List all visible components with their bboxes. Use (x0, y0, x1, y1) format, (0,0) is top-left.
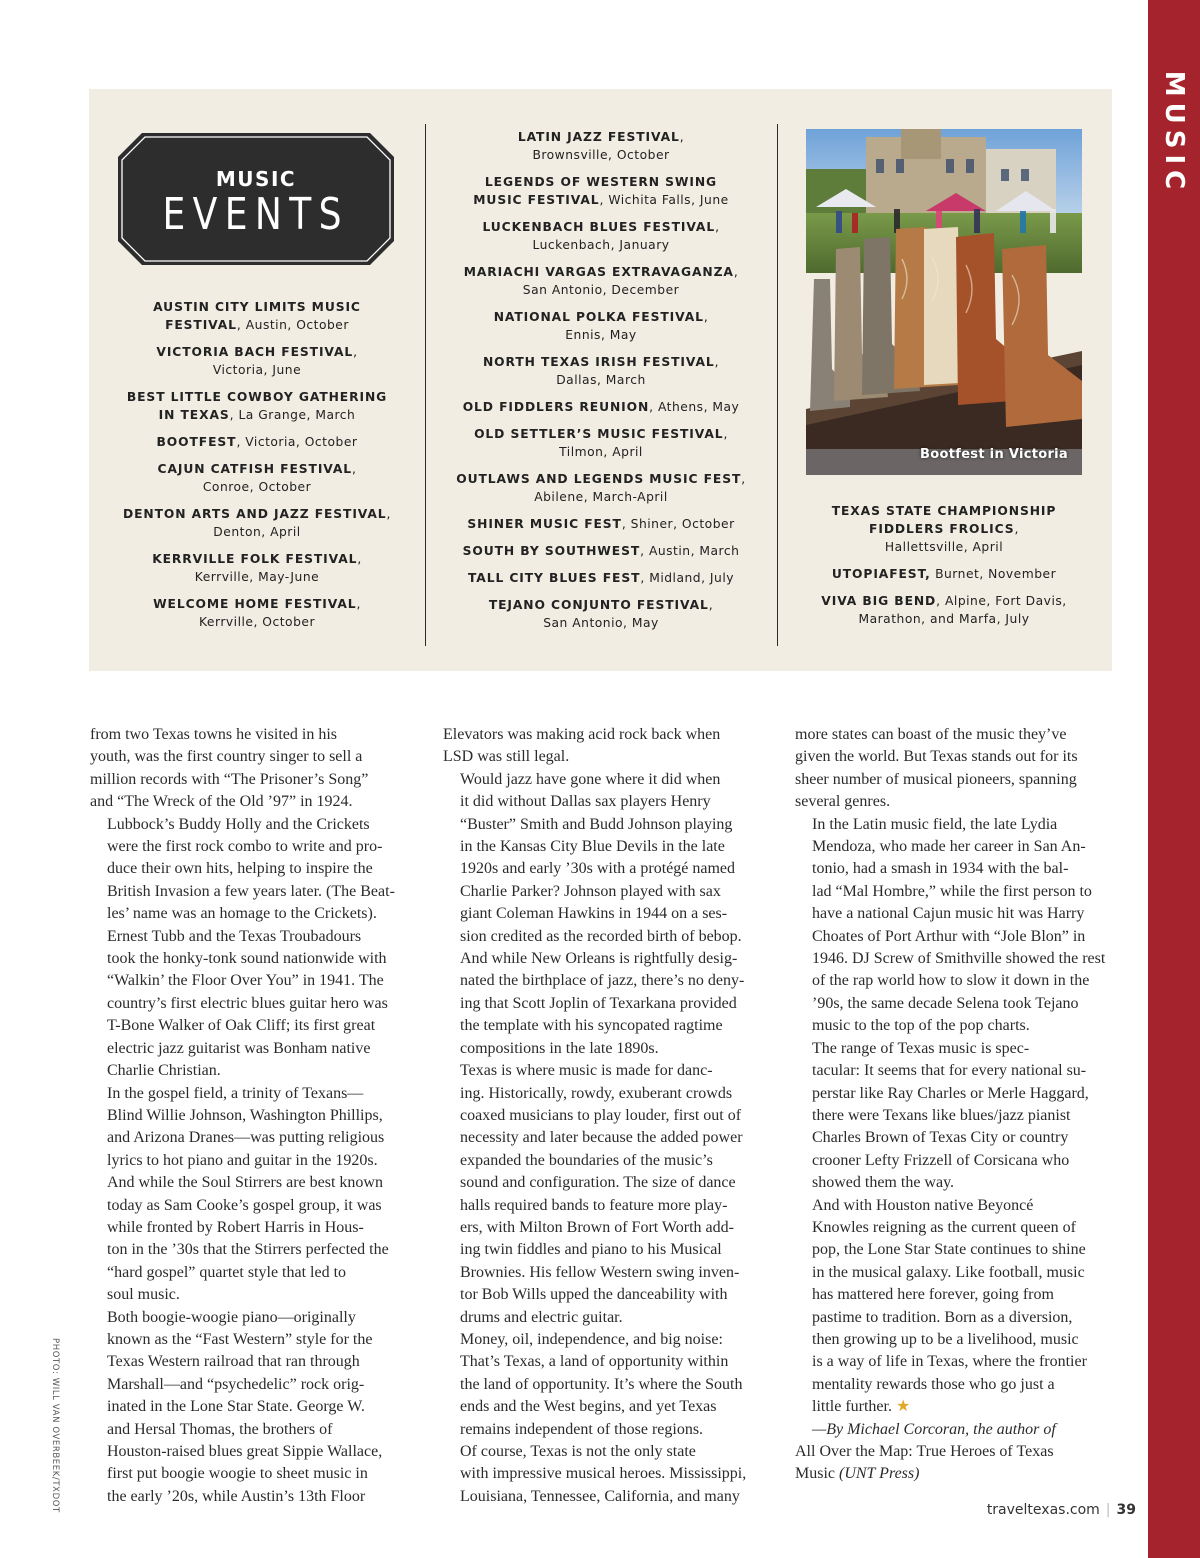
text-line: given the world. But Texas stands out for its (795, 748, 1078, 766)
text-line: ton in the ’30s that the Stirrers perfected the (107, 1241, 389, 1259)
event-location: San Antonio, May (543, 616, 659, 630)
text-line: and Hersal Thomas, the brothers of (107, 1420, 333, 1438)
text-line: mentality rewards those who go just a (812, 1375, 1055, 1393)
text-line: halls required bands to feature more play- (460, 1196, 728, 1214)
event-name-cont: FIDDLERS FROLICS (869, 522, 1015, 536)
end-star-icon: ★ (895, 1398, 911, 1416)
event-name: LEGENDS OF WESTERN SWING (484, 175, 718, 189)
events-column-2 (440, 128, 762, 641)
text-line: And while New Orleans is rightfully desig- (460, 950, 738, 968)
text-line: ing. Historically, rowdy, exuberant crowds (460, 1084, 733, 1102)
text-line: known as the “Fast Western” style for the (107, 1330, 373, 1348)
event-name: TEJANO CONJUNTO FESTIVAL (488, 598, 709, 612)
text-line: The range of Texas music is spec- (812, 1039, 1030, 1057)
text-line: sound and configuration. The size of dance (460, 1174, 736, 1192)
byline-line: —By Michael Corcoran, the author of (812, 1420, 1056, 1438)
event-location: Hallettsville, April (884, 540, 1004, 554)
event-name-cont: MUSIC FESTIVAL (473, 193, 600, 207)
boots-illustration (806, 129, 1082, 475)
text-line: pop, the Lone Star State continues to shine (812, 1241, 1086, 1259)
text-line: compositions in the late 1890s. (460, 1039, 659, 1057)
byline-book-end: Music (795, 1465, 835, 1483)
event-entry (796, 565, 1092, 583)
text-line: sion credited as the recorded birth of bebop. (460, 927, 742, 945)
events-column-3 (796, 502, 1092, 637)
text-line: And with Houston native Beyoncé (812, 1196, 1034, 1214)
event-entry (440, 173, 762, 209)
text-line: is a way of life in Texas, where the frontier (812, 1353, 1087, 1371)
text-line: necessity and later because the added power (460, 1129, 743, 1147)
event-detail: , (353, 345, 358, 359)
text-line: coaxed musicians to play louder, first out of (460, 1106, 742, 1124)
text-line: Charles Brown of Texas City or country (812, 1129, 1069, 1147)
text-line: 1920s and early ’30s with a protégé named (460, 860, 736, 878)
text-line: pastime to tradition. Born as a diversion, (812, 1308, 1073, 1326)
event-detail: , (733, 265, 739, 279)
text-line: country’s first electric blues guitar hero was (107, 994, 388, 1012)
text-line: there were Texans like blues/jazz pianist (812, 1106, 1071, 1124)
event-name: OUTLAWS AND LEGENDS MUSIC FEST (456, 472, 742, 486)
event-entry (796, 502, 1092, 556)
article-paragraph (90, 724, 410, 814)
text-line: British Invasion a few years later. (The Beat- (107, 882, 395, 900)
article-paragraph (795, 1195, 1115, 1419)
text-line: And while the Soul Stirrers are best known (107, 1174, 383, 1192)
text-line: from two Texas towns he visited in his (90, 726, 338, 743)
event-entry (440, 308, 762, 344)
article-paragraph (443, 769, 763, 1060)
text-line: electric jazz guitarist was Bonham native (107, 1039, 371, 1057)
badge-line1: MUSIC (215, 167, 297, 191)
event-detail: , (352, 462, 357, 476)
event-detail: , (356, 597, 361, 611)
badge-line2: EVENTS (162, 189, 350, 240)
text-line: Marshall—and “psychedelic” rock orig- (107, 1375, 365, 1393)
text-line: lyrics to hot piano and guitar in the 1920s. (107, 1151, 378, 1169)
photo-caption: Bootfest in Victoria (920, 447, 1068, 462)
event-name: AUSTIN CITY LIMITS MUSIC (153, 300, 361, 314)
section-side-tab (1148, 0, 1200, 1558)
text-line: Would jazz have gone where it did when (460, 770, 721, 788)
event-location: San Antonio, December (522, 283, 680, 297)
event-location: Luckenbach, January (532, 238, 670, 252)
text-line: Ernest Tubb and the Texas Troubadours (107, 927, 362, 945)
event-location: Ennis, May (565, 328, 637, 342)
text-line: and “The Wreck of the Old ’97” in 1924. (90, 793, 353, 811)
text-line: 1946. DJ Screw of Smithville showed the rest (812, 950, 1106, 968)
event-name: VICTORIA BACH FESTIVAL (156, 345, 354, 359)
event-detail: , (1014, 522, 1019, 536)
event-detail: , La Grange, March (229, 408, 356, 422)
event-detail: , Wichita Falls, June (599, 193, 729, 207)
text-line: million records with “The Prisoner’s Song” (90, 770, 369, 788)
event-name: VIVA BIG BEND (821, 594, 937, 608)
event-name: LATIN JAZZ FESTIVAL (517, 130, 680, 144)
event-detail: , (708, 598, 714, 612)
event-detail: , Midland, July (640, 571, 735, 585)
event-entry (104, 433, 410, 451)
text-line: tonio, had a smash in 1934 with the bal- (812, 860, 1069, 878)
text-line: soul music. (107, 1286, 180, 1304)
event-detail: , (715, 220, 720, 234)
event-name: SOUTH BY SOUTHWEST (462, 544, 641, 558)
event-name: BEST LITTLE COWBOY GATHERING (126, 390, 388, 404)
event-detail: , Victoria, October (236, 435, 358, 449)
section-tab-label (1148, 70, 1200, 196)
text-line: Money, oil, independence, and big noise: (460, 1330, 723, 1348)
event-location: Brownsville, October (532, 148, 670, 162)
event-detail: , Athens, May (649, 400, 740, 414)
text-line: giant Coleman Hawkins in 1944 on a ses- (460, 905, 728, 923)
text-line: ’90s, the same decade Selena took Tejano (812, 994, 1079, 1012)
event-location: Dallas, March (556, 373, 646, 387)
text-line: with impressive musical heroes. Mississippi, (460, 1465, 747, 1483)
text-line: duce their own hits, helping to inspire the (107, 860, 373, 878)
text-line: nated the birthplace of jazz, there’s no deny- (460, 972, 745, 990)
article-paragraph (795, 814, 1115, 1038)
text-line: Lubbock’s Buddy Holly and the Crickets (107, 815, 370, 833)
text-line: Elevators was making acid rock back when (443, 726, 721, 743)
event-name: SHINER MUSIC FEST (467, 517, 622, 531)
text-line: several genres. (795, 793, 891, 811)
text-line: LSD was still legal. (443, 748, 570, 766)
section-tab-text: MUSIC (1159, 70, 1189, 196)
text-line: In the Latin music field, the late Lydia (812, 815, 1058, 833)
event-detail: , (723, 427, 728, 441)
byline-row (778, 1463, 1115, 1485)
text-line: Louisiana, Tennessee, California, and many (460, 1487, 740, 1505)
event-entry (104, 298, 410, 334)
text-line: little further. ★ (812, 1398, 911, 1416)
footer-separator: | (1105, 1502, 1111, 1518)
column-divider (425, 124, 426, 646)
text-line: took the honky-tonk sound nationwide with (107, 950, 387, 968)
text-line: drums and electric guitar. (460, 1308, 623, 1326)
text-line: tacular: It seems that for every national su- (812, 1062, 1087, 1080)
text-line: of the rap world how to slow it down in the (812, 972, 1090, 990)
text-line: Charlie Christian. (107, 1062, 221, 1080)
event-entry (440, 218, 762, 254)
event-entry (440, 470, 762, 506)
text-line: Mendoza, who made her career in San An- (812, 838, 1086, 856)
photo-credit-text: PHOTO: WILL VAN OVERBEEK/TXDOT (50, 1338, 60, 1513)
text-line: were the first rock combo to write and pro- (107, 838, 383, 856)
event-entry (440, 263, 762, 299)
text-line: Blind Willie Johnson, Washington Phillips, (107, 1106, 383, 1124)
event-entry (104, 388, 410, 424)
event-detail: , (679, 130, 685, 144)
article-column-3 (795, 724, 1115, 1486)
article-column-1 (90, 724, 410, 1508)
text-line: music to the top of the pop charts. (812, 1017, 1030, 1035)
event-location: Marathon, and Marfa, July (858, 612, 1030, 626)
event-name: BOOTFEST (156, 435, 237, 449)
text-line: sheer number of musical pioneers, spanning (795, 770, 1077, 788)
article-paragraph (443, 1329, 763, 1441)
event-name-cont: FESTIVAL (165, 318, 237, 332)
event-name: UTOPIAFEST, (831, 567, 931, 581)
event-location: Conroe, October (202, 480, 312, 494)
text-line: first put boogie woogie to sheet music in (107, 1465, 368, 1483)
event-entry (104, 595, 410, 631)
text-line: the early ’20s, while Austin’s 13th Floor (107, 1487, 366, 1505)
text-line: ers, with Milton Brown of Fort Worth add- (460, 1218, 734, 1236)
event-entry (104, 550, 410, 586)
text-line: in the Kansas City Blue Devils in the late (460, 838, 725, 856)
text-line: Both boogie-woogie piano—originally (107, 1308, 356, 1326)
event-location: Kerrville, May-June (194, 570, 320, 584)
text-line: That’s Texas, a land of opportunity within (460, 1353, 729, 1371)
event-detail: Burnet, November (930, 567, 1057, 581)
text-line: tor Bob Wills upped the danceability with (460, 1286, 728, 1304)
text-line: inated in the Lone Star State. George W. (107, 1398, 365, 1416)
event-name: DENTON ARTS AND JAZZ FESTIVAL (123, 507, 387, 521)
text-line: T-Bone Walker of Oak Cliff; its first great (107, 1017, 376, 1035)
article-paragraph (90, 814, 410, 1083)
event-detail: , Alpine, Fort Davis, (936, 594, 1067, 608)
text-line: showed them the way. (812, 1174, 955, 1192)
event-name: WELCOME HOME FESTIVAL (153, 597, 357, 611)
text-line: have a national Cajun music hit was Harry (812, 905, 1085, 923)
text-line: ends and the West begins, and yet Texas (460, 1398, 717, 1416)
text-line: then growing up to be a livelihood, music (812, 1330, 1079, 1348)
text-line: Charlie Parker? Johnson played with sax (460, 882, 721, 900)
text-line: “hard gospel” quartet style that led to (107, 1263, 347, 1281)
text-line: perstar like Ray Charles or Merle Haggard, (812, 1084, 1089, 1102)
event-location: Tilmon, April (559, 445, 643, 459)
footer-site: traveltexas.com (986, 1502, 1100, 1518)
page-number: 39 (1116, 1502, 1136, 1518)
page-footer (900, 1502, 1136, 1518)
text-line: “Walkin’ the Floor Over You” in 1941. The (107, 972, 384, 990)
event-name: OLD SETTLER’S MUSIC FESTIVAL (474, 427, 724, 441)
text-line: lad “Mal Hombre,” while the first person to (812, 882, 1092, 900)
text-line: Of course, Texas is not the only state (460, 1443, 696, 1460)
text-line: Texas is where music is made for danc- (460, 1062, 713, 1080)
text-line: Houston-raised blues great Sippie Wallace, (107, 1443, 383, 1460)
event-location: Kerrville, October (198, 615, 316, 629)
event-detail: , Austin, October (236, 318, 349, 332)
event-name: TEXAS STATE CHAMPIONSHIP (831, 504, 1057, 518)
text-line: more states can boast of the music they’ve (795, 726, 1067, 743)
event-entry (440, 353, 762, 389)
column-divider (777, 124, 778, 646)
event-detail: , (357, 552, 362, 566)
byline (795, 1419, 1115, 1486)
event-entry (440, 425, 762, 461)
article-column-2 (443, 724, 763, 1508)
text-line: Texas Western railroad that ran through (107, 1353, 360, 1371)
event-name: NATIONAL POLKA FESTIVAL (493, 310, 704, 324)
event-name: KERRVILLE FOLK FESTIVAL (152, 552, 358, 566)
events-column-1 (104, 298, 410, 640)
event-location: Abilene, March-April (534, 490, 668, 504)
text-line: ing twin fiddles and piano to his Musical (460, 1241, 722, 1259)
text-line: les’ name was an homage to the Crickets). (107, 905, 377, 923)
byline-publisher: (UNT Press) (839, 1465, 920, 1483)
article-paragraph (443, 1441, 763, 1508)
event-entry (440, 515, 762, 533)
events-badge-text (118, 133, 394, 265)
event-entry (796, 592, 1092, 628)
event-detail: , (741, 472, 746, 486)
text-line: expanded the boundaries of the music’s (460, 1151, 713, 1169)
event-name: CAJUN CATFISH FESTIVAL (157, 462, 353, 476)
event-entry (440, 398, 762, 416)
article-paragraph (90, 1083, 410, 1307)
event-detail: , (703, 310, 709, 324)
event-entry (440, 542, 762, 560)
text-line: the template with his syncopated ragtime (460, 1017, 723, 1035)
event-detail: , Shiner, October (621, 517, 735, 531)
event-entry (104, 460, 410, 496)
text-line: today as Sam Cooke’s gospel group, it was (107, 1196, 382, 1214)
event-name: NORTH TEXAS IRISH FESTIVAL (482, 355, 715, 369)
text-line: Choates of Port Arthur with “Jole Blon” in (812, 927, 1086, 945)
text-line: Knowles reigning as the current queen of (812, 1218, 1076, 1236)
event-detail: , (714, 355, 720, 369)
event-name: LUCKENBACH BLUES FESTIVAL (482, 220, 716, 234)
event-entry (440, 569, 762, 587)
text-line: ing that Scott Joplin of Texarkana provided (460, 994, 737, 1012)
text-line: crooner Lefty Frizzell of Corsicana who (812, 1151, 1070, 1169)
text-line: has mattered here forever, going from (812, 1286, 1054, 1304)
event-location: Denton, April (213, 525, 301, 539)
event-entry (104, 343, 410, 379)
article-paragraph (443, 724, 763, 769)
article-paragraph (443, 1060, 763, 1329)
text-line: “Buster” Smith and Budd Johnson playing (460, 815, 733, 833)
event-name-cont: IN TEXAS (158, 408, 230, 422)
event-name: TALL CITY BLUES FEST (467, 571, 641, 585)
event-entry (440, 128, 762, 164)
text-line: and Arizona Dranes—was putting religious (107, 1129, 385, 1147)
article-paragraph (90, 1307, 410, 1509)
text-line: it did without Dallas sax players Henry (460, 793, 711, 811)
text-line: in the musical galaxy. Like football, music (812, 1263, 1085, 1281)
byline-book: All Over the Map: True Heroes of Texas (795, 1443, 1054, 1460)
text-line: remains independent of those regions. (460, 1420, 704, 1438)
photo-credit (48, 1338, 62, 1513)
event-detail: , Austin, March (640, 544, 740, 558)
event-entry (440, 596, 762, 632)
text-line: the land of opportunity. It’s where the South (460, 1375, 743, 1393)
text-line: youth, was the first country singer to sell a (90, 748, 363, 766)
event-name: MARIACHI VARGAS EXTRAVAGANZA (463, 265, 734, 279)
article-paragraph (795, 1038, 1115, 1195)
article-paragraph (795, 724, 1115, 814)
event-name: OLD FIDDLERS REUNION (462, 400, 650, 414)
text-line: Brownies. His fellow Western swing inven- (460, 1263, 740, 1281)
event-location: Victoria, June (212, 363, 302, 377)
event-detail: , (386, 507, 391, 521)
text-line: In the gospel field, a trinity of Texans— (107, 1084, 364, 1102)
event-entry (104, 505, 410, 541)
bootfest-photo (806, 129, 1082, 475)
text-line: while fronted by Robert Harris in Hous- (107, 1218, 364, 1236)
